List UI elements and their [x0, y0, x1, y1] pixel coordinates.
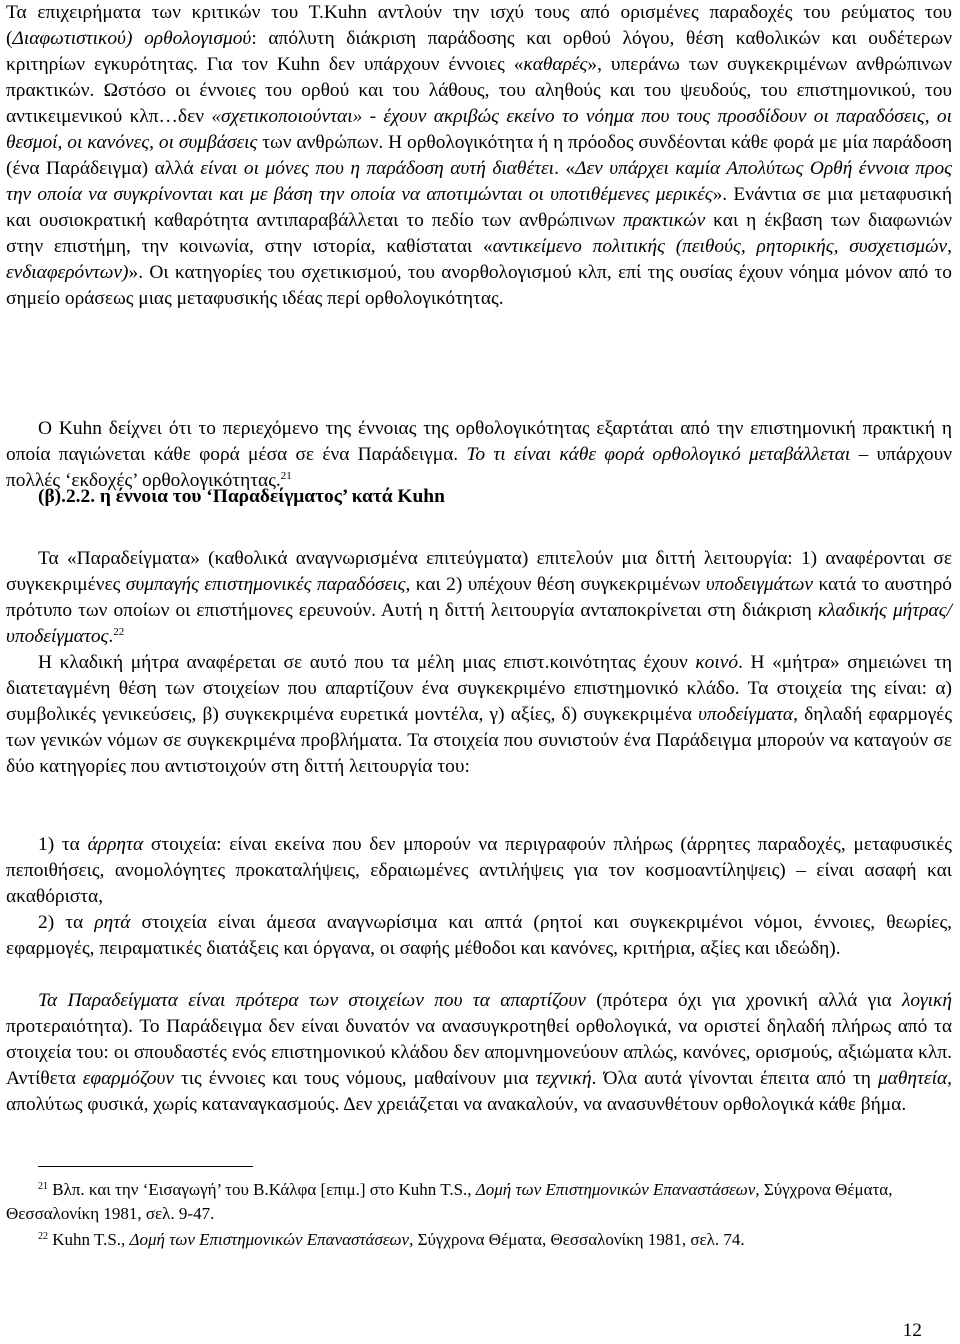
footnote-21: [6, 1178, 952, 1226]
italic-run: συμπαγής επιστημονικές παραδόσεις: [125, 574, 406, 595]
page-number: 12: [902, 1320, 922, 1341]
italic-run: υποδειγμάτων: [705, 574, 814, 595]
paragraph-tacit-elements: [6, 832, 952, 910]
text-run: », υπεράνω των συγκεκριμένων ανθρώπινων πρακτικών. Ωστόσο οι έννοιες του ορθού και του λάθους, του αληθούς και του ψευδούς, του επιστημονικού, του αντικειμενικού κλπ…δεν: [6, 54, 952, 127]
paragraph-kuhn-rationality: [6, 416, 952, 494]
footnote-ref-22: 22: [113, 626, 125, 638]
text-run: , δηλαδή εφαρμογές των γενικών νόμων σε συγκεκριμένα προβλήματα. Τα στοιχεία που συνιστούν ένα Παράδειγμα μπορούν να καταγούν σε δύο κατηγορίες που αντιστοιχούν στη διττή λειτουργία του:: [6, 704, 952, 777]
text-run: ». Οι κατηγορίες του σχετικισμού, του ανορθολογισμού κλπ, επί της ουσίας έχουν νόημα μόνον από το σημείο οράσεως μιας μεταφυσικής ιδέας περί ορθολογικότητας.: [6, 262, 952, 309]
italic-run: εφαρμόζουν: [82, 1068, 174, 1089]
text-run: , και 2) υπέχουν θέση συγκεκριμένων: [405, 574, 706, 595]
text-run: Σύγχρονα Θέματα, Θεσσαλονίκη 1981, σελ. 9-47.: [6, 1180, 893, 1223]
italic-run: Δομή των Επιστημονικών Επαναστάσεων,: [129, 1230, 414, 1249]
paragraph-disciplinary-matrix: [6, 650, 952, 780]
text-run: ». Ενάντια σε μια μεταφυσική και ουσιοκρατική καθαρότητα αντιπαραβάλλεται το πεδίο των ανθρώπινων: [6, 184, 952, 231]
italic-run: κλαδικής μήτρας/ υποδείγματος: [6, 600, 952, 647]
italic-run: Το τι είναι κάθε φορά ορθολογικό μεταβάλλεται: [466, 444, 851, 465]
footnote-22: [6, 1228, 952, 1252]
italic-run: αντικείμενο πολιτικής (πειθούς, ρητορικής, συσχετισμών, ενδιαφερόντων): [6, 236, 952, 283]
text-run: .: [108, 626, 114, 647]
footnote-number: 21: [38, 1181, 48, 1192]
italic-run: «σχετικοποιούνται» - έχουν ακριβώς εκείνο το νόημα που τους προσδίδουν οι παραδόσεις, οι θεσμοί, οι κανόνες, οι συμβάσεις: [6, 106, 953, 153]
italic-run: υποδείγματα: [698, 704, 794, 725]
text-run: , απολύτως φυσικά, χωρίς καταναγκασμούς. Δεν χρειάζεται να ανακαλούν, να ανασυνθέτουν ορθολογικά κάθε βήμα.: [6, 1068, 952, 1115]
section-heading: (β).2.2. η έννοια του ‘Παραδείγματος’ κατά Kuhn: [38, 486, 445, 507]
text-run: Η κλαδική μήτρα αναφέρεται σε αυτό που τα μέλη μιας επιστ.κοινότητας έχουν: [38, 652, 696, 673]
italic-run: κοινό: [695, 652, 739, 673]
text-run: Σύγχρονα Θέματα, Θεσσαλονίκη 1981, σελ. 74.: [413, 1230, 745, 1249]
footnote-separator: [38, 1166, 253, 1167]
text-run: προτεραιότητα). Το Παράδειγμα δεν είναι δυνατόν να ανασυγκροτηθεί ορθολογικά, να οριστεί δηλαδή πλήρως από τα στοιχεία του: οι σπουδαστές ενός επιστημονικού κλάδου δεν απομνημονεύουν απλώς, κανόνες, ορισμούς, αξιώματα κλπ. Αντίθετα: [6, 1016, 952, 1089]
footnote-ref-21: 21: [280, 470, 292, 482]
text-run: . «: [554, 158, 576, 179]
italic-run: Δεν υπάρχει καμία Απολύτως Ορθή έννοια προς την οποία να συγκρίνονται και με βάση την οποία να αποτιμώνται οι υποτιθέμενες μερικές: [6, 158, 953, 205]
italic-run: άρρητα: [87, 834, 144, 855]
paragraph-critics: [6, 0, 952, 312]
italic-run: Τα Παραδείγματα είναι πρότερα των στοιχείων που τα απαρτίζουν: [38, 990, 586, 1011]
text-run: και η έκβαση των διαφωνιών στην επιστήμη, την κοινωνία, στην ιστορία, καθίσταται «: [6, 210, 952, 257]
text-run: Ο Kuhn δείχνει ότι το περιεχόμενο της έννοιας της ορθολογικότητας εξαρτάται από την επιστημονική πρακτική η οποία παγιώνεται κάθε φορά μέσα σε ένα Παράδειγμα.: [6, 418, 952, 465]
italic-run: λογική: [901, 990, 952, 1011]
text-run: : απόλυτη διάκριση παράδοσης και ορθού λόγου, θέση καθολικών και ουδέτερων κριτηρίων εγκυρότητας. Για τον Kuhn δεν υπάρχουν έννοιες «: [6, 28, 953, 75]
text-run: Kuhn T.S.,: [48, 1230, 130, 1249]
paragraph-explicit-elements: [6, 910, 952, 962]
italic-run: καθαρές: [523, 54, 588, 75]
text-run: Τα επιχειρήματα των κριτικών του Τ.Kuhn αντλούν την ισχύ τους από ορισμένες παραδοχές του ρεύματος του (: [6, 2, 952, 49]
italic-run: τεχνική: [535, 1068, 592, 1089]
paragraph-paradigms: [6, 546, 952, 650]
text-run: . Όλα αυτά γίνονται έπειτα από τη: [591, 1068, 878, 1089]
paragraph-paradigm-priority: [6, 988, 952, 1118]
italic-run: πρακτικών: [622, 210, 706, 231]
italic-run: Διαφωτιστικού) ορθολογισμού: [12, 28, 252, 49]
text-run: στοιχεία είναι άμεσα αναγνωρίσιμα και απτά (ρητοί και συγκεκριμένοι νόμοι, έννοιες, θεωρίες, εφαρμογές, πειραματικές διατάξεις και όργανα, οι σαφής μέθοδοι και κανόνες, κριτήρια, αξίες και ιδεώδη).: [6, 912, 952, 959]
text-run: στοιχεία: είναι εκείνα που δεν μπορούν να περιγραφούν πλήρως (άρρητες παραδοχές, μεταφυσικές πεποιθήσεις, ανομολόγητες προκαταλήψεις, εδραιωμένες αντιλήψεις για τον κοσμοαντίληψεις) – είναι ασαφή και ακαθόριστα,: [6, 834, 952, 907]
italic-run: είναι οι μόνες που η παράδοση αυτή διαθέτει: [200, 158, 555, 179]
text-run: – υπάρχουν πολλές ‘εκδοχές’ ορθολογικότητας.: [6, 444, 952, 491]
text-run: Βλπ. και την ‘Εισαγωγή’ του Β.Κάλφα [επιμ.] στο Kuhn T.S.,: [48, 1180, 476, 1199]
italic-run: Δομή των Επιστημονικών Επαναστάσεων,: [475, 1180, 760, 1199]
text-run: (πρότερα όχι για χρονική αλλά για: [585, 990, 902, 1011]
text-run: . Η «μήτρα» σημειώνει τη διατεταγμένη θέση των στοιχείων που απαρτίζουν ένα συγκεκριμένο επιστημονικό κλάδο. Τα στοιχεία της είναι: α) συμβολικές γενικεύσεις, β) συγκεκριμένα ευρετικά μοντέλα, γ) αξίες, δ) συγκεκριμένα: [6, 652, 953, 725]
text-run: 2) τα: [38, 912, 95, 933]
text-run: των ανθρώπων. Η ορθολογικότητα ή η πρόοδος συνδέονται κάθε φορά με μία παράδοση (ένα Παράδειγμα) αλλά: [6, 132, 952, 179]
italic-run: ρητά: [94, 912, 131, 933]
text-run: τις έννοιες και τους νόμους, μαθαίνουν μια: [173, 1068, 536, 1089]
italic-run: μαθητεία: [877, 1068, 948, 1089]
text-run: 1) τα: [38, 834, 88, 855]
footnote-number: 22: [38, 1231, 48, 1242]
text-run: κατά το αυστηρό πρότυπο των οποίων οι επιστήμονες ερευνούν. Αυτή η διττή λειτουργία ανταποκρίνεται στη διάκριση: [6, 574, 953, 621]
text-run: Τα «Παραδείγματα» (καθολικά αναγνωρισμένα επιτεύγματα) επιτελούν μια διττή λειτουργία: 1) αναφέρονται σε συγκεκριμένες: [6, 548, 952, 595]
